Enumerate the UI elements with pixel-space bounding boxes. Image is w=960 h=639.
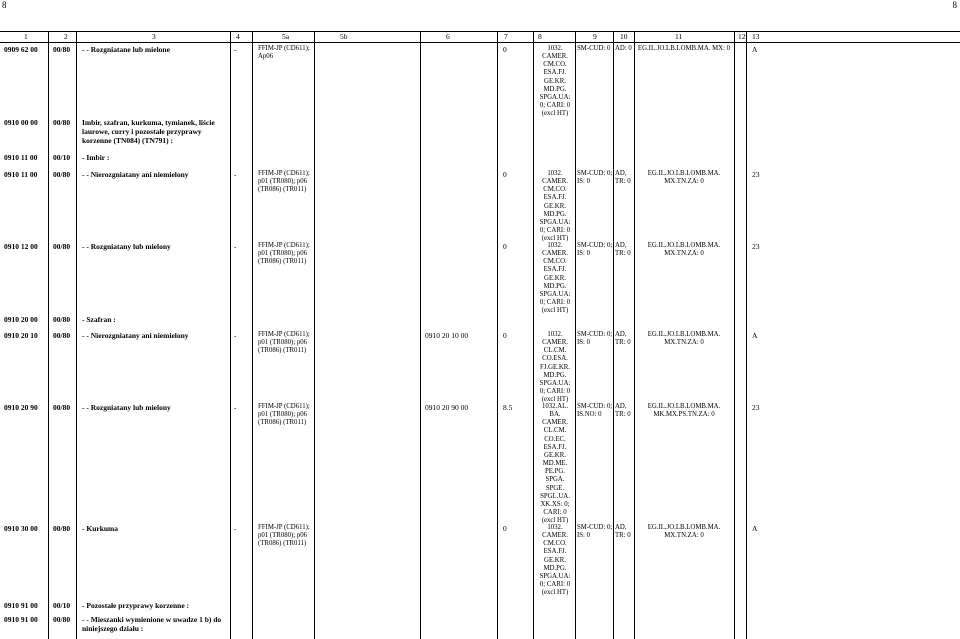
ad-tr: AD, TR: 0 [615, 242, 631, 258]
duty-rate: 8.5 [503, 403, 513, 412]
status-code: A [752, 331, 758, 340]
column-header: 5b [340, 32, 348, 41]
ad-tr: AD, TR: 0 [615, 524, 631, 540]
origin-list: EG.IL.JO.LB.LOMB.MA. MX.TN.ZA: 0 [647, 242, 721, 258]
suffix: 00/80 [53, 118, 71, 127]
duty-rate: 0 [503, 170, 507, 179]
duty-rate: 0 [503, 242, 507, 251]
dash-marker: - [234, 242, 237, 251]
suffix: 00/80 [53, 242, 71, 251]
cn-code: 0910 91 00 [4, 601, 38, 610]
suffix: 00/80 [53, 331, 71, 340]
column-header-row [0, 32, 960, 42]
column-divider [746, 31, 747, 639]
regulation-notes: FFIM-JP (CD611); p01 (TR080); p06 (TR086) (TR011) [258, 331, 310, 355]
description: Imbir, szafran, kurkuma, tymianek, liście laurowe, curry i pozostałe przyprawy korzenne (TN084) (TN791) : [82, 118, 215, 145]
column-header: 11 [675, 32, 683, 41]
column-divider [533, 31, 534, 639]
suffix: 00/10 [53, 601, 71, 610]
column-divider [420, 31, 421, 639]
description: - Kurkuma [82, 524, 119, 533]
description: - - Rozgniatany lub mielony [82, 242, 171, 251]
suffix: 00/80 [53, 524, 71, 533]
origin-list: EG.IL.JO.LB.LOMB.MA. MX.TN.ZA: 0 [647, 524, 721, 540]
status-code: 23 [752, 403, 760, 412]
column-header: 4 [236, 32, 240, 41]
preference-list: 1032. CAMER. CM.CO. ESA.FJ. GE.KR. MD.PG. SPGA.UA: 0; CARI: 0 (excl HT) [539, 242, 571, 315]
column-divider [252, 31, 253, 639]
description: - - Nierozgniatany ani niemielony [82, 331, 189, 340]
origin-list: EG.IL.JO.LB.LOMB.MA. MX.TN.ZA: 0 [647, 331, 721, 347]
status-code: A [752, 524, 758, 533]
dash-marker: - [234, 170, 237, 179]
dash-marker: - [234, 331, 237, 340]
description: - Szafran : [82, 315, 116, 324]
column-header: 8 [538, 32, 542, 41]
suffix: 00/80 [53, 45, 71, 54]
preference-list: 1032.AL. BA. CAMER. CL.CM. CO.EC. ESA.FJ. GE.KR. MD.ME. PE.PG. SPGA. SPGE. SPGL.UA. XK.XS: 0; CARI: 0 (excl HT) [540, 403, 570, 525]
cn-code: 0910 11 00 [4, 170, 38, 179]
preference-list: 1032. CAMER. CL.CM. CO.ESA. FJ.GE.KR. MD.PG. SPGA.UA: 0; CARI: 0 (excl HT) [539, 331, 571, 404]
description: - Imbir : [82, 153, 110, 162]
preference-list: 1032. CAMER. CM.CO. ESA.FJ. GE.KR. MD.PG. SPGA.UA: 0; CARI: 0 (excl HT) [539, 45, 571, 118]
status-code: 23 [752, 170, 760, 179]
description: - - Rozgniatane lub mielone [82, 45, 170, 54]
cn-code: 0910 20 00 [4, 315, 38, 324]
preference-list: 1032. CAMER. CM.CO. ESA.FJ. GE.KR. MD.PG. SPGA.UA: 0; CARI: 0 (excl HT) [539, 170, 571, 243]
regulation-notes: FFIM-JP (CD611); p01 (TR080); p06 (TR086) (TR011) [258, 524, 310, 548]
origin-list: EG.IL.JO.LB.LOMB.MA. MK.MX.PS.TN.ZA: 0 [647, 403, 721, 419]
origin-list: EG.IL.JO.LB.LOMB.MA. MX: 0 [637, 45, 731, 52]
sm-cud: SM-CUD: 0; IS: 0 [577, 242, 613, 258]
ad-tr: AD: 0 [615, 45, 632, 52]
cn-code: 0909 62 00 [4, 45, 38, 54]
cn-code: 0910 20 10 [4, 331, 38, 340]
page-number-left: 8 [2, 0, 7, 10]
sm-cud: SM-CUD: 0; IS: 0 [577, 331, 613, 347]
taric-code: 0910 20 10 00 [425, 331, 469, 340]
column-header: 5a [282, 32, 290, 41]
dash-marker: - [234, 403, 237, 412]
column-header: 3 [152, 32, 156, 41]
status-code: A [752, 45, 758, 54]
header-bottom-border [0, 42, 960, 43]
column-header: 12 [738, 32, 746, 41]
cn-code: 0910 30 00 [4, 524, 38, 533]
column-header: 2 [64, 32, 68, 41]
suffix: 00/10 [53, 153, 71, 162]
column-divider [734, 31, 735, 639]
cn-code: 0910 11 00 [4, 153, 38, 162]
description: - - Rozgniatany lub mielony [82, 403, 171, 412]
column-divider [76, 31, 77, 639]
column-divider [575, 31, 576, 639]
suffix: 00/80 [53, 170, 71, 179]
duty-rate: 0 [503, 331, 507, 340]
column-header: 1 [24, 32, 28, 41]
duty-rate: 0 [503, 524, 507, 533]
ad-tr: AD, TR: 0 [615, 170, 631, 186]
preference-list: 1032. CAMER. CM.CO. ESA.FJ. GE.KR. MD.PG. SPGA.UA: 0; CARI: 0 (excl HT) [539, 524, 571, 597]
regulation-notes: FFIM-JP (CD611); p01 (TR080); p06 (TR086) (TR011) [258, 242, 310, 266]
taric-code: 0910 20 90 00 [425, 403, 469, 412]
cn-code: 0910 00 00 [4, 118, 38, 127]
duty-rate: 0 [503, 45, 507, 54]
description: - - Nierozgniatany ani niemielony [82, 170, 189, 179]
column-header: 7 [504, 32, 508, 41]
status-code: 23 [752, 242, 760, 251]
suffix: 00/80 [53, 403, 71, 412]
column-header: 6 [446, 32, 450, 41]
ad-tr: AD, TR: 0 [615, 403, 631, 419]
regulation-notes: FFIM-JP (CD611); p01 (TR080); p06 (TR086) (TR011) [258, 170, 310, 194]
column-divider [48, 31, 49, 639]
column-header: 13 [752, 32, 760, 41]
description: - Pozostałe przyprawy korzenne : [82, 601, 190, 610]
column-divider [497, 31, 498, 639]
column-divider [230, 31, 231, 639]
suffix: 00/80 [53, 315, 71, 324]
description: - - Mieszanki wymienione w uwadze 1 b) do niniejszego działu : [82, 615, 222, 633]
suffix: 00/80 [53, 615, 71, 624]
cn-code: 0910 12 00 [4, 242, 38, 251]
sm-cud: SM-CUD: 0; IS: 0 [577, 524, 613, 540]
column-header: 9 [593, 32, 597, 41]
page-number-right: 8 [952, 0, 957, 10]
column-header: 10 [620, 32, 628, 41]
column-divider [613, 31, 614, 639]
column-divider [314, 31, 315, 639]
sm-cud: SM-CUD: 0 [577, 45, 611, 52]
regulation-notes: FFIM-JP (CD611); p01 (TR080); p06 (TR086) (TR011) [258, 403, 310, 427]
regulation-notes: FFIM-JP (CD611); Ap06 [258, 45, 310, 61]
cn-code: 0910 91 00 [4, 615, 38, 624]
sm-cud: SM-CUD: 0; IS.NO: 0 [577, 403, 613, 419]
cn-code: 0910 20 90 [4, 403, 38, 412]
dash-marker: - [234, 524, 237, 533]
sm-cud: SM-CUD: 0; IS: 0 [577, 170, 613, 186]
dash-marker: - [234, 45, 237, 54]
ad-tr: AD, TR: 0 [615, 331, 631, 347]
origin-list: EG.IL.JO.LB.LOMB.MA. MX.TN.ZA: 0 [647, 170, 721, 186]
